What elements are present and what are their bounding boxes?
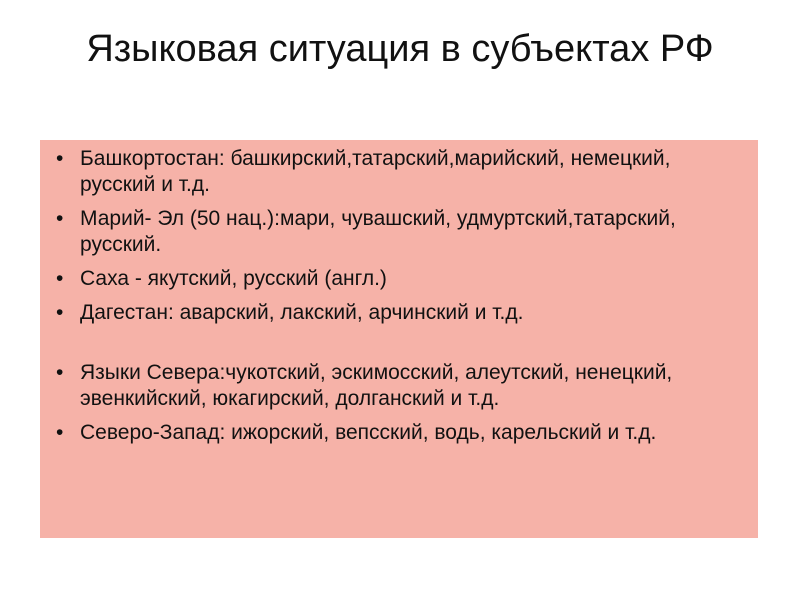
list-item-mari-el [54,206,746,258]
list-item-north-languages [54,360,746,412]
bullet-list [54,146,746,446]
list-item-text: Башкортостан: башкирский,татарский,марийский, немецкий, русский и т.д. [80,147,671,196]
bullet-icon: • [56,301,64,324]
slide-title: Языковая ситуация в субъектах РФ [86,28,714,70]
bullet-icon: • [56,421,64,444]
list-item-dagestan [54,300,746,326]
bullet-icon: • [56,147,64,170]
list-item-northwest [54,420,746,446]
list-item-text: Саха - якутский, русский (англ.) [80,267,387,290]
bullet-icon: • [56,267,64,290]
list-item-text: Языки Севера:чукотский, эскимосский, алеутский, ненецкий, эвенкийский, юкагирский, долганский и т.д. [80,361,673,410]
list-item-text: Северо-Запад: ижорский, вепсский, водь, карельский и т.д. [80,421,657,444]
bullet-icon: • [56,207,64,230]
list-item-bashkortostan [54,146,746,198]
list-item-text: Марий- Эл (50 нац.):мари, чувашский, удмуртский,татарский, русский. [80,207,676,256]
list-item-text: Дагестан: аварский, лакский, арчинский и т.д. [80,301,524,324]
bullet-icon: • [56,361,64,384]
content-box [40,140,758,538]
list-item-sakha [54,266,746,292]
